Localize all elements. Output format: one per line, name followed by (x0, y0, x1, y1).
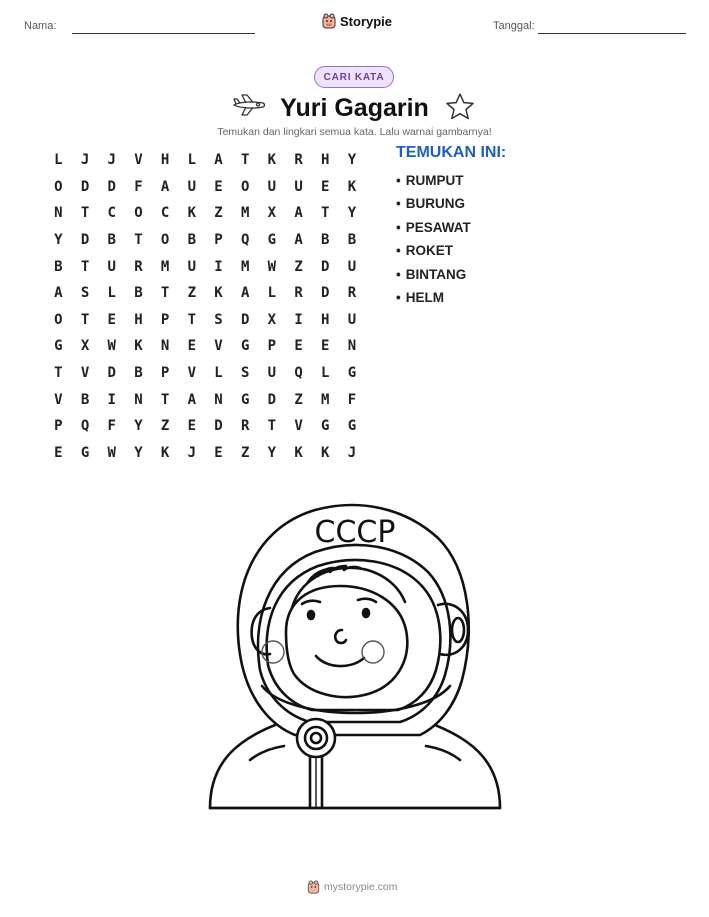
grid-letter[interactable]: M (240, 205, 250, 222)
grid-letter[interactable]: G (54, 338, 63, 355)
grid-letter[interactable]: T (54, 365, 63, 382)
grid-letter[interactable]: Q (80, 418, 90, 435)
grid-letter[interactable]: A (187, 391, 196, 408)
grid-letter[interactable]: G (80, 444, 90, 461)
grid-letter[interactable]: R (294, 285, 303, 302)
word-list-title: TEMUKAN INI: (396, 144, 507, 161)
grid-letter[interactable]: X (80, 338, 90, 355)
star-icon (445, 92, 475, 120)
grid-letter[interactable]: Z (294, 391, 303, 408)
grid-letter[interactable]: Q (240, 232, 250, 249)
grid-letter[interactable]: U (267, 178, 277, 195)
astronaut-illustration[interactable] (200, 490, 510, 820)
helmet-text: CCCP (314, 515, 396, 550)
grid-letter[interactable]: C (160, 205, 170, 222)
grid-letter[interactable]: J (107, 152, 116, 169)
grid-letter[interactable]: H (160, 152, 170, 169)
grid-letter[interactable]: B (107, 232, 116, 249)
grid-letter[interactable]: B (80, 391, 90, 408)
grid-letter[interactable]: W (267, 258, 277, 275)
grid-letter[interactable]: Y (134, 444, 143, 461)
grid-letter[interactable]: T (321, 205, 330, 222)
storypie-logo-icon (322, 13, 336, 29)
grid-letter[interactable]: O (134, 205, 143, 222)
grid-letter[interactable]: N (134, 391, 143, 408)
grid-letter[interactable]: T (80, 311, 90, 328)
grid-letter[interactable]: K (267, 152, 277, 169)
grid-letter[interactable]: U (187, 178, 196, 195)
grid-letter[interactable]: D (107, 178, 116, 195)
grid-letter[interactable]: H (134, 311, 143, 328)
grid-letter[interactable]: T (267, 418, 277, 435)
grid-letter[interactable]: K (187, 205, 196, 222)
grid-letter[interactable]: N (160, 338, 170, 355)
date-label: Tanggal: (493, 20, 535, 32)
grid-letter[interactable]: Z (240, 444, 250, 461)
grid-letter[interactable]: K (134, 338, 143, 355)
grid-letter[interactable]: X (267, 311, 277, 328)
grid-letter[interactable]: L (187, 152, 196, 169)
grid-letter[interactable]: D (321, 258, 330, 275)
grid-letter[interactable]: T (80, 258, 90, 275)
footer (307, 880, 398, 894)
grid-letter[interactable]: Z (294, 258, 303, 275)
grid-letter[interactable]: E (187, 338, 196, 355)
grid-letter[interactable]: L (107, 285, 116, 302)
grid-letter[interactable]: W (107, 444, 116, 461)
grid-letter[interactable]: V (187, 365, 196, 382)
grid-letter[interactable]: E (294, 338, 303, 355)
grid-letter[interactable]: B (347, 232, 357, 249)
grid-letter[interactable]: K (160, 444, 170, 461)
grid-letter[interactable]: Y (54, 232, 63, 249)
grid-letter[interactable]: V (80, 365, 90, 382)
grid-letter[interactable]: L (214, 365, 223, 382)
grid-letter[interactable]: B (321, 232, 330, 249)
grid-letter[interactable]: D (80, 178, 90, 195)
word-search-grid[interactable] (45, 147, 365, 466)
grid-letter[interactable]: P (160, 311, 170, 328)
grid-letter[interactable]: N (214, 391, 223, 408)
grid-letter[interactable]: O (160, 232, 170, 249)
storypie-logo-icon (307, 880, 320, 894)
grid-letter[interactable]: V (54, 391, 63, 408)
grid-letter[interactable]: G (347, 418, 357, 435)
category-badge: CARI KATA (314, 66, 394, 88)
grid-letter[interactable]: Y (347, 152, 357, 169)
word-item: • HELM (396, 288, 471, 311)
brand-name: Storypie (340, 13, 393, 29)
word-item: • ROKET (396, 241, 471, 264)
grid-letter[interactable]: I (214, 258, 223, 275)
grid-letter[interactable]: K (321, 444, 330, 461)
grid-letter[interactable]: I (107, 391, 116, 408)
word-item: • PESAWAT (396, 218, 471, 241)
grid-letter[interactable]: T (240, 152, 250, 169)
brand (322, 13, 392, 29)
grid-letter[interactable]: U (347, 311, 357, 328)
grid-letter[interactable]: N (347, 338, 357, 355)
grid-letter[interactable]: D (240, 311, 250, 328)
grid-letter[interactable]: R (347, 285, 357, 302)
word-item: • BURUNG (396, 194, 471, 217)
grid-letter[interactable]: B (134, 285, 143, 302)
grid-letter[interactable]: P (160, 365, 170, 382)
grid-letter[interactable]: Z (160, 418, 170, 435)
grid-letter[interactable]: O (240, 178, 250, 195)
grid-letter[interactable]: A (294, 232, 303, 249)
word-item: • BINTANG (396, 265, 471, 288)
grid-letter[interactable]: E (107, 311, 116, 328)
grid-letter[interactable]: S (240, 365, 250, 382)
grid-letter[interactable]: Y (134, 418, 143, 435)
grid-letter[interactable]: R (240, 418, 250, 435)
grid-letter[interactable]: F (134, 178, 143, 195)
grid-letter[interactable]: G (347, 365, 357, 382)
grid-letter[interactable]: T (160, 391, 170, 408)
grid-letter[interactable]: E (214, 444, 223, 461)
grid-letter[interactable]: L (267, 285, 277, 302)
grid-letter[interactable]: M (321, 391, 330, 408)
grid-letter[interactable]: E (187, 418, 196, 435)
grid-letter[interactable]: U (294, 178, 303, 195)
grid-letter[interactable]: R (134, 258, 143, 275)
grid-letter[interactable]: D (80, 232, 90, 249)
page-title: Yuri Gagarin (280, 94, 429, 122)
grid-letter[interactable]: G (267, 232, 277, 249)
grid-letter[interactable]: T (80, 205, 90, 222)
grid-letter[interactable]: U (267, 365, 277, 382)
grid-letter[interactable]: P (214, 232, 223, 249)
grid-letter[interactable]: O (54, 311, 63, 328)
grid-letter[interactable]: V (294, 418, 303, 435)
grid-letter[interactable]: G (240, 391, 250, 408)
grid-letter[interactable]: B (54, 258, 63, 275)
grid-letter[interactable]: T (187, 311, 196, 328)
grid-letter[interactable]: Y (267, 444, 277, 461)
grid-letter[interactable]: K (294, 444, 303, 461)
grid-letter[interactable]: P (54, 418, 63, 435)
instructions: Temukan dan lingkari semua kata. Lalu warnai gambarnya! (217, 126, 492, 138)
grid-letter[interactable]: D (214, 418, 223, 435)
grid-letter[interactable]: L (54, 152, 63, 169)
date-line[interactable] (538, 33, 686, 34)
grid-letter[interactable]: J (347, 444, 357, 461)
name-line[interactable] (72, 33, 255, 34)
grid-letter[interactable]: O (54, 178, 63, 195)
grid-letter[interactable]: V (214, 338, 223, 355)
grid-letter[interactable]: E (54, 444, 63, 461)
grid-letter[interactable]: W (107, 338, 116, 355)
grid-letter[interactable]: E (321, 178, 330, 195)
grid-letter[interactable]: X (267, 205, 277, 222)
grid-letter[interactable]: P (267, 338, 277, 355)
grid-letter[interactable]: T (134, 232, 143, 249)
grid-letter[interactable]: C (107, 205, 116, 222)
grid-letter[interactable]: D (321, 285, 330, 302)
grid-letter[interactable]: V (134, 152, 143, 169)
grid-letter[interactable]: D (107, 365, 116, 382)
grid-letter[interactable]: B (134, 365, 143, 382)
grid-letter[interactable]: Q (294, 365, 303, 382)
grid-letter[interactable]: H (321, 311, 330, 328)
grid-letter[interactable]: K (214, 285, 223, 302)
grid-letter[interactable]: E (321, 338, 330, 355)
grid-letter[interactable]: U (107, 258, 116, 275)
footer-url[interactable]: mystorypie.com (324, 881, 398, 893)
grid-letter[interactable]: E (214, 178, 223, 195)
grid-letter[interactable]: U (187, 258, 196, 275)
grid-letter[interactable]: U (347, 258, 357, 275)
grid-letter[interactable]: M (160, 258, 170, 275)
grid-letter[interactable]: A (240, 285, 250, 302)
grid-letter[interactable]: Y (347, 205, 357, 222)
grid-letter[interactable]: F (347, 391, 357, 408)
grid-letter[interactable]: F (107, 418, 116, 435)
grid-letter[interactable]: H (321, 152, 330, 169)
grid-letter[interactable]: A (160, 178, 170, 195)
grid-letter[interactable]: G (321, 418, 330, 435)
grid-letter[interactable]: K (347, 178, 357, 195)
grid-letter[interactable]: M (240, 258, 250, 275)
grid-letter[interactable]: J (80, 152, 90, 169)
word-list (396, 171, 471, 311)
grid-letter[interactable]: S (80, 285, 90, 302)
grid-letter[interactable]: N (54, 205, 63, 222)
grid-letter[interactable]: G (240, 338, 250, 355)
grid-letter[interactable]: Z (214, 205, 223, 222)
grid-letter[interactable]: I (294, 311, 303, 328)
grid-letter[interactable]: L (321, 365, 330, 382)
grid-letter[interactable]: J (187, 444, 196, 461)
grid-letter[interactable]: B (187, 232, 196, 249)
grid-letter[interactable]: A (294, 205, 303, 222)
grid-letter[interactable]: A (54, 285, 63, 302)
grid-letter[interactable]: D (267, 391, 277, 408)
word-item: • RUMPUT (396, 171, 471, 194)
grid-letter[interactable]: R (294, 152, 303, 169)
grid-letter[interactable]: Z (187, 285, 196, 302)
grid-letter[interactable]: T (160, 285, 170, 302)
grid-letter[interactable]: A (214, 152, 223, 169)
name-label: Nama: (24, 20, 57, 32)
grid-letter[interactable]: S (214, 311, 223, 328)
